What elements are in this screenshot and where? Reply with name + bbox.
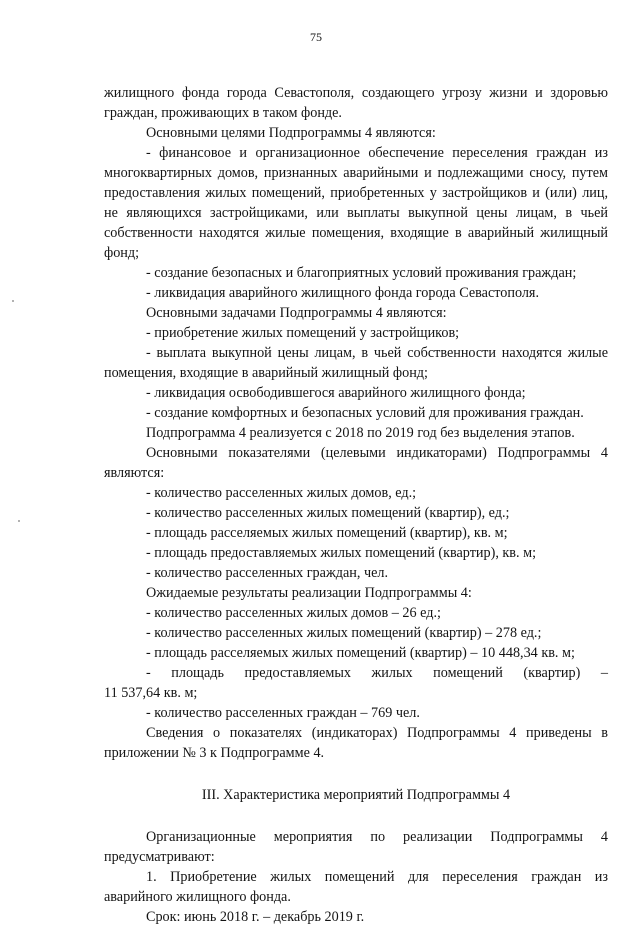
list-item-result-1: - количество расселенных жилых домов – 26 ед.; [146, 605, 441, 621]
page-number: 75 [310, 30, 322, 44]
list-item-task-1: - приобретение жилых помещений у застройщиков; [146, 325, 460, 341]
list-item-indicator-5: - количество расселенных граждан, чел. [146, 565, 389, 581]
page-body [104, 83, 608, 927]
paragraph-results-heading: Ожидаемые результаты реализации Подпрограммы 4: [146, 585, 472, 601]
paragraph-appendix-reference: Сведения о показателях (индикаторах) Подпрограммы 4 приведены в приложении № 3 к Подпрограмме 4. [104, 725, 608, 761]
list-item-goal-3: - ликвидация аварийного жилищного фонда города Севастополя. [146, 285, 540, 301]
list-item-task-4: - создание комфортных и безопасных условий для проживания граждан. [146, 405, 584, 421]
list-item-indicator-4: - площадь предоставляемых жилых помещений (квартир), кв. м; [146, 545, 537, 561]
list-item-goal-2: - создание безопасных и благоприятных условий проживания граждан; [146, 265, 577, 281]
list-item-task-2: - выплата выкупной цены лицам, в чьей собственности находятся жилые помещения, входящие в аварийный жилищный фонд; [104, 345, 608, 381]
list-item-result-3: - площадь расселяемых жилых помещений (квартир) – 10 448,34 кв. м; [146, 645, 575, 661]
list-item-indicator-2: - количество расселенных жилых помещений (квартир), ед.; [146, 505, 510, 521]
paragraph-deadline: Срок: июнь 2018 г. – декабрь 2019 г. [146, 909, 365, 925]
paragraph-intro-continuation: жилищного фонда города Севастополя, создающего угрозу жизни и здоровью граждан, проживающих в таком фонде. [104, 85, 608, 121]
list-item-result-5: - количество расселенных граждан – 769 чел. [146, 705, 420, 721]
list-item-result-2: - количество расселенных жилых помещений (квартир) – 278 ед.; [146, 625, 542, 641]
list-item-measure-1: 1. Приобретение жилых помещений для переселения граждан из аварийного жилищного фонда. [104, 869, 608, 905]
list-item-goal-1: - финансовое и организационное обеспечение переселения граждан из многоквартирных домов, признанных аварийными и подлежащими сносу, путем предоставления жилых помещений, приобретенных у застройщиков и (или) лиц, не являющихся застройщиками, или выплаты выкупной цены лицам, в чьей собственности находятся жилые помещения, входящие в аварийный жилищный фонд; [104, 145, 608, 261]
list-item-result-4-continuation: 11 537,64 кв. м; [104, 685, 198, 701]
list-item-indicator-1: - количество расселенных жилых домов, ед.; [146, 485, 417, 501]
section-heading: III. Характеристика мероприятий Подпрограммы 4 [201, 787, 511, 803]
paragraph-indicators-heading: Основными показателями (целевыми индикаторами) Подпрограммы 4 являются: [104, 445, 608, 481]
paragraph-tasks-heading: Основными задачами Подпрограммы 4 являются: [146, 305, 447, 321]
list-item-result-4: - площадь предоставляемых жилых помещений (квартир) – [146, 665, 608, 681]
scan-speck [12, 300, 14, 302]
scan-speck [18, 520, 20, 522]
paragraph-goals-heading: Основными целями Подпрограммы 4 являются: [146, 125, 436, 141]
list-item-task-3: - ликвидация освободившегося аварийного жилищного фонда; [146, 385, 526, 401]
paragraph-measures-intro: Организационные мероприятия по реализации Подпрограммы 4 предусматривают: [104, 829, 608, 865]
list-item-indicator-3: - площадь расселяемых жилых помещений (квартир), кв. м; [146, 525, 508, 541]
paragraph-period: Подпрограмма 4 реализуется с 2018 по 2019 год без выделения этапов. [146, 425, 575, 441]
